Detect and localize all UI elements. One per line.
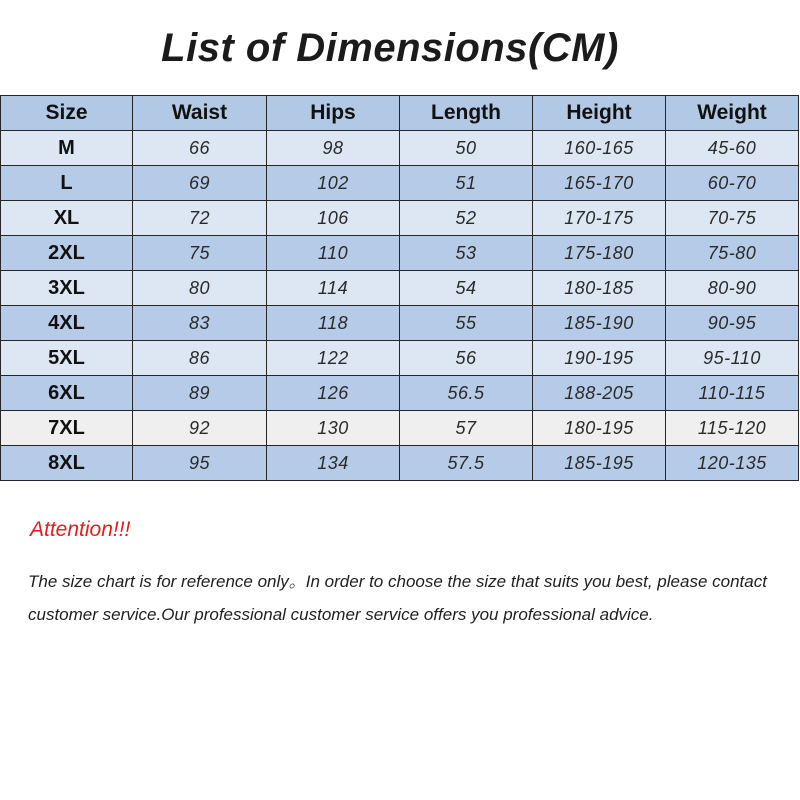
table-row bbox=[1, 236, 799, 271]
table-header bbox=[1, 96, 799, 131]
weight-cell: 115-120 bbox=[666, 411, 799, 446]
height-cell: 180-195 bbox=[533, 411, 666, 446]
height-cell: 180-185 bbox=[533, 271, 666, 306]
waist-cell: 95 bbox=[133, 446, 267, 481]
size-note-text: The size chart is for reference only。In order to choose the size that suits you best, please contact customer service.Our professional customer service offers you professional advice. bbox=[28, 572, 767, 624]
table-row bbox=[1, 411, 799, 446]
size-cell: 4XL bbox=[1, 306, 133, 341]
size-cell: 7XL bbox=[1, 411, 133, 446]
waist-cell: 83 bbox=[133, 306, 267, 341]
height-cell: 175-180 bbox=[533, 236, 666, 271]
length-cell: 57 bbox=[400, 411, 533, 446]
hips-cell: 122 bbox=[267, 341, 400, 376]
hips-cell: 102 bbox=[267, 166, 400, 201]
table-row bbox=[1, 376, 799, 411]
table-row bbox=[1, 201, 799, 236]
waist-cell: 89 bbox=[133, 376, 267, 411]
size-cell: 2XL bbox=[1, 236, 133, 271]
height-cell: 185-190 bbox=[533, 306, 666, 341]
table-row bbox=[1, 271, 799, 306]
table-row bbox=[1, 131, 799, 166]
height-cell: 185-195 bbox=[533, 446, 666, 481]
size-cell: 6XL bbox=[1, 376, 133, 411]
waist-cell: 66 bbox=[133, 131, 267, 166]
page-title: List of Dimensions(CM) bbox=[161, 26, 619, 70]
weight-cell: 95-110 bbox=[666, 341, 799, 376]
hips-cell: 98 bbox=[267, 131, 400, 166]
waist-cell: 69 bbox=[133, 166, 267, 201]
hips-cell: 118 bbox=[267, 306, 400, 341]
weight-cell: 75-80 bbox=[666, 236, 799, 271]
weight-cell: 45-60 bbox=[666, 131, 799, 166]
header-waist: Waist bbox=[133, 96, 267, 131]
height-cell: 190-195 bbox=[533, 341, 666, 376]
table-row bbox=[1, 166, 799, 201]
length-cell: 56 bbox=[400, 341, 533, 376]
header-row bbox=[1, 96, 799, 131]
waist-cell: 92 bbox=[133, 411, 267, 446]
hips-cell: 130 bbox=[267, 411, 400, 446]
header-size: Size bbox=[1, 96, 133, 131]
length-cell: 55 bbox=[400, 306, 533, 341]
height-cell: 165-170 bbox=[533, 166, 666, 201]
weight-cell: 80-90 bbox=[666, 271, 799, 306]
size-cell: M bbox=[1, 131, 133, 166]
size-chart-table bbox=[0, 95, 799, 481]
size-cell: 3XL bbox=[1, 271, 133, 306]
size-cell: 8XL bbox=[1, 446, 133, 481]
header-weight: Weight bbox=[666, 96, 799, 131]
length-cell: 53 bbox=[400, 236, 533, 271]
weight-cell: 70-75 bbox=[666, 201, 799, 236]
hips-cell: 114 bbox=[267, 271, 400, 306]
hips-cell: 126 bbox=[267, 376, 400, 411]
length-cell: 54 bbox=[400, 271, 533, 306]
height-cell: 170-175 bbox=[533, 201, 666, 236]
waist-cell: 86 bbox=[133, 341, 267, 376]
table-body bbox=[1, 131, 799, 481]
table-row bbox=[1, 306, 799, 341]
hips-cell: 134 bbox=[267, 446, 400, 481]
length-cell: 51 bbox=[400, 166, 533, 201]
length-cell: 56.5 bbox=[400, 376, 533, 411]
hips-cell: 110 bbox=[267, 236, 400, 271]
header-height: Height bbox=[533, 96, 666, 131]
length-cell: 52 bbox=[400, 201, 533, 236]
hips-cell: 106 bbox=[267, 201, 400, 236]
waist-cell: 72 bbox=[133, 201, 267, 236]
waist-cell: 80 bbox=[133, 271, 267, 306]
weight-cell: 90-95 bbox=[666, 306, 799, 341]
length-cell: 57.5 bbox=[400, 446, 533, 481]
waist-cell: 75 bbox=[133, 236, 267, 271]
size-cell: L bbox=[1, 166, 133, 201]
height-cell: 188-205 bbox=[533, 376, 666, 411]
length-cell: 50 bbox=[400, 131, 533, 166]
attention-heading: Attention!!! bbox=[30, 518, 131, 541]
header-length: Length bbox=[400, 96, 533, 131]
table-row bbox=[1, 446, 799, 481]
header-hips: Hips bbox=[267, 96, 400, 131]
size-cell: 5XL bbox=[1, 341, 133, 376]
weight-cell: 120-135 bbox=[666, 446, 799, 481]
size-cell: XL bbox=[1, 201, 133, 236]
table-row bbox=[1, 341, 799, 376]
weight-cell: 110-115 bbox=[666, 376, 799, 411]
height-cell: 160-165 bbox=[533, 131, 666, 166]
weight-cell: 60-70 bbox=[666, 166, 799, 201]
